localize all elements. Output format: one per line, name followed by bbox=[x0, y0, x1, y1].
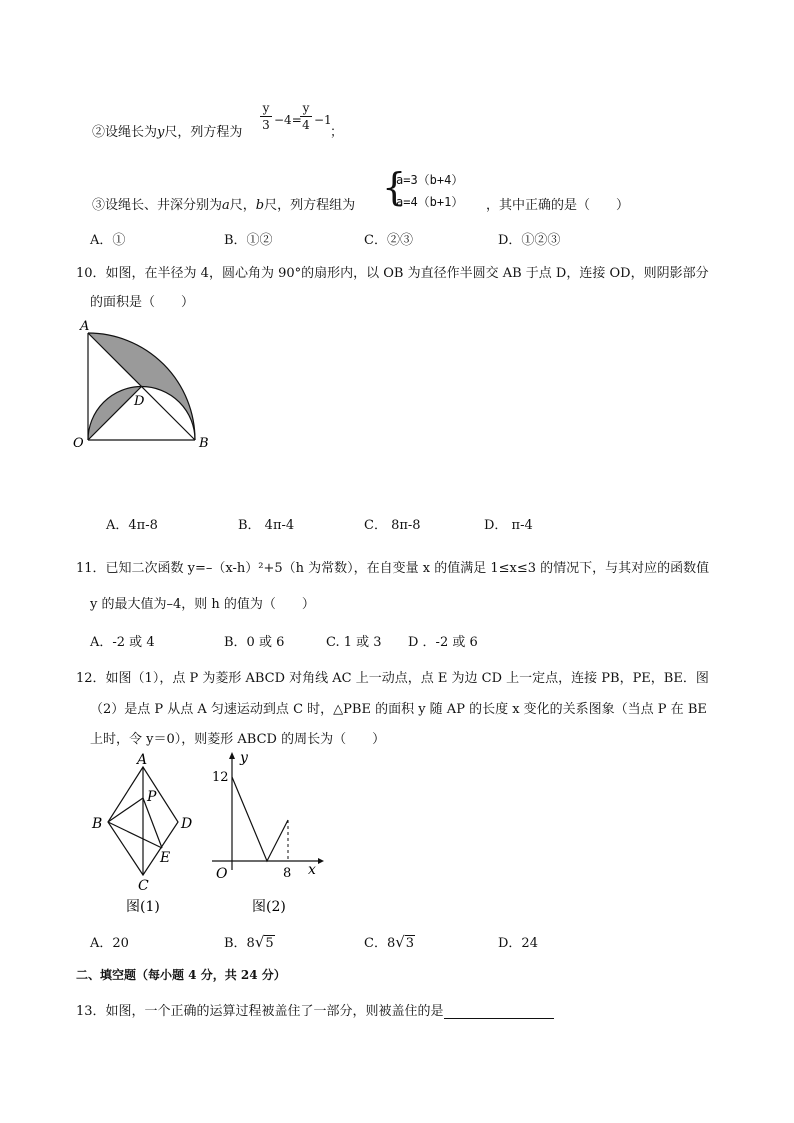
q11-option-a: A．-2 或 4 bbox=[90, 635, 155, 650]
q12-stem-line1: 12．如图（1），点 P 为菱形 ABCD 对角线 AC 上一动点，点 E 为边 CD 上一定点，连接 PB，PE，BE．图 bbox=[76, 671, 709, 686]
q10-label-d: D bbox=[134, 394, 145, 409]
q12-fig2-ytick: 12 bbox=[212, 770, 229, 785]
q12-option-c-radical: √ bbox=[395, 933, 405, 951]
q12-stem-line2: （2）是点 P 从点 A 匀速运动到点 C 时，△PBE 的面积 y 随 AP 的长度 x 变化的关系图象（当点 P 在 BE bbox=[90, 702, 707, 717]
q11-option-b: B．0 或 6 bbox=[224, 635, 285, 650]
q10-label-b: B bbox=[199, 436, 209, 451]
q12-fig2-caption: 图(2) bbox=[252, 899, 286, 915]
q9-item3-text-d: ，其中正确的是（ ） bbox=[486, 198, 630, 213]
q10-stem-line2: 的面积是（ ） bbox=[90, 295, 195, 310]
q12-option-c-radicand: 3 bbox=[405, 936, 415, 951]
q12-option-b-radicand: 5 bbox=[265, 936, 274, 951]
q9-item2-var: y bbox=[157, 125, 165, 140]
q9-item3-text-b: 尺， bbox=[229, 198, 256, 213]
q10-option-a: A．4π-8 bbox=[106, 518, 158, 533]
q9-option-b: B．①② bbox=[224, 233, 273, 248]
q12-fig1-label-a: A bbox=[137, 752, 148, 768]
q9-item3-text-c: 尺，列方程组为 bbox=[264, 198, 356, 213]
q12-option-c-prefix: C．8 bbox=[364, 936, 396, 951]
q12-fig1-label-d: D bbox=[181, 816, 193, 832]
q10-label-o: O bbox=[73, 436, 84, 451]
q12-option-d: D．24 bbox=[498, 936, 538, 951]
q9-frac2-num: y bbox=[302, 101, 310, 115]
q12-option-c bbox=[364, 932, 415, 951]
q9-frac1-den: 3 bbox=[262, 118, 270, 132]
q9-system-brace: { bbox=[382, 165, 407, 209]
q9-sys-line2: a=4（b+1） bbox=[396, 195, 464, 209]
q9-option-c: C．②③ bbox=[364, 233, 413, 248]
q10-label-a: A bbox=[80, 319, 90, 334]
q9-item3-var-b: b bbox=[255, 198, 265, 213]
q12-figure1 bbox=[86, 750, 216, 920]
q10-option-c: C． 8π-8 bbox=[364, 518, 421, 533]
q9-between: −4= bbox=[274, 113, 302, 127]
q9-item2-prefix: ②设绳长为 bbox=[92, 125, 158, 140]
q11-stem-line1: 11．已知二次函数 y=–（x-h）²+5（h 为常数），在自变量 x 的值满足 1≤x≤3 的情况下，与其对应的函数值 bbox=[76, 561, 710, 576]
q9-option-a: A．① bbox=[90, 233, 126, 248]
q9-sys-line1: a=3（b+4） bbox=[396, 173, 464, 187]
section2-heading: 二、填空题（每小题 4 分，共 24 分） bbox=[76, 968, 286, 982]
q11-option-c: C. 1 或 3 bbox=[326, 635, 382, 650]
q12-fig1-label-b: B bbox=[92, 816, 103, 832]
q9-tail: −1 bbox=[314, 113, 332, 127]
q13-answer-blank bbox=[444, 1004, 554, 1019]
q12-stem-line3: 上时，令 y＝0），则菱形 ABCD 的周长为（ ） bbox=[90, 732, 386, 747]
q10-option-b: B． 4π-4 bbox=[238, 518, 295, 533]
q9-frac1 bbox=[260, 101, 272, 132]
q11-stem-line2: y 的最大值为–4，则 h 的值为（ ） bbox=[90, 597, 315, 612]
q9-frac2 bbox=[300, 101, 312, 132]
q9-frac2-den: 4 bbox=[302, 118, 310, 132]
q12-fig1-label-c: C bbox=[138, 878, 149, 894]
q9-item2-line bbox=[92, 121, 242, 140]
q9-item2-mid: 尺，列方程为 bbox=[164, 125, 243, 140]
q13-line bbox=[76, 1000, 554, 1019]
q12-fig2-label-y: y bbox=[240, 750, 248, 766]
q12-option-b-radical: √ bbox=[254, 933, 265, 951]
q11-option-d: D ．-2 或 6 bbox=[408, 635, 478, 650]
q12-fig1-label-p: P bbox=[147, 789, 157, 805]
q9-item3-line bbox=[92, 194, 355, 213]
q9-semicolon: ； bbox=[330, 125, 344, 140]
q12-fig2-label-o: O bbox=[216, 866, 228, 882]
q12-fig1-label-e: E bbox=[160, 850, 171, 866]
q9-option-d: D．①②③ bbox=[498, 233, 561, 248]
q10-option-d: D． π-4 bbox=[484, 518, 533, 533]
q12-fig1-caption: 图(1) bbox=[126, 899, 160, 915]
q12-option-b bbox=[224, 932, 275, 951]
q12-figure2 bbox=[206, 750, 336, 920]
q12-fig2-graph-line bbox=[232, 777, 288, 861]
q13-stem: 13．如图，一个正确的运算过程被盖住了一部分，则被盖住的是 bbox=[76, 1004, 444, 1019]
q12-option-a: A．20 bbox=[90, 936, 129, 951]
q10-figure bbox=[70, 318, 220, 452]
q12-option-b-prefix: B．8 bbox=[224, 936, 255, 951]
q9-frac1-num: y bbox=[262, 101, 270, 115]
q12-fig2-xtick: 8 bbox=[283, 866, 292, 881]
q10-stem-line1: 10．如图，在半径为 4，圆心角为 90°的扇形内，以 OB 为直径作半圆交 AB 于点 D，连接 OD，则阴影部分 bbox=[76, 266, 709, 281]
q12-fig2-label-x: x bbox=[308, 862, 316, 878]
q9-item3-text-a: ③设绳长、井深分别为 bbox=[92, 198, 223, 213]
q9-item3-var-a: a bbox=[222, 198, 230, 213]
